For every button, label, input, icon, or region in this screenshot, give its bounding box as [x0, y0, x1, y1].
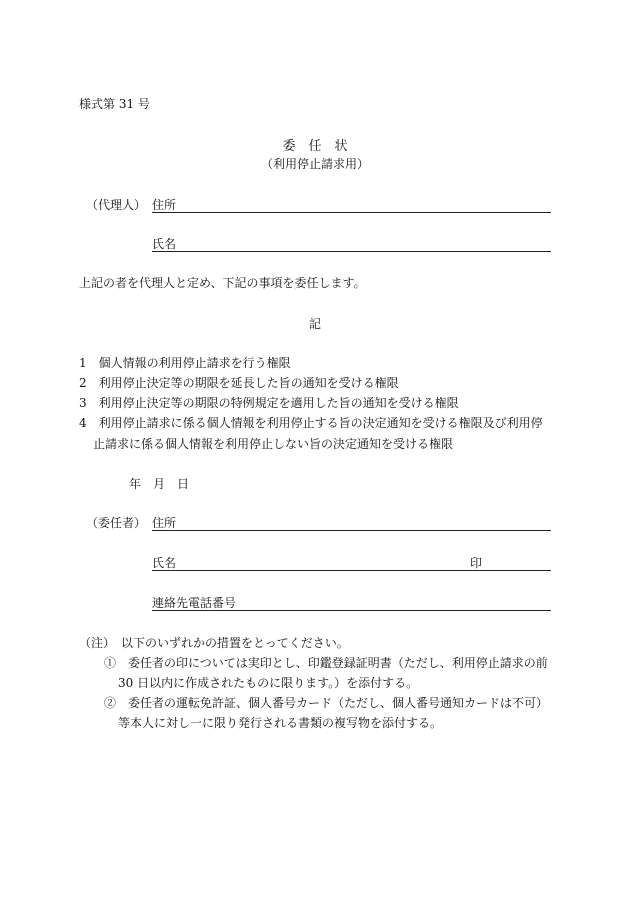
- agent-name-label: 氏名: [152, 237, 177, 251]
- list-item: 3 利用停止決定等の期限の特例規定を適用した旨の通知を受ける権限: [79, 396, 459, 410]
- form-number: 様式第 31 号: [79, 97, 150, 111]
- principal-address-field[interactable]: [152, 530, 551, 531]
- principal-role-label: （委任者）: [86, 516, 147, 530]
- list-item-continuation: 止請求に係る個人情報を利用停止しない旨の決定通知を受ける権限: [93, 437, 454, 451]
- seal-label: 印: [470, 556, 483, 570]
- phone-label: 連絡先電話番号: [152, 596, 237, 610]
- note-item: ② 委任者の運転免許証、個人番号カード（ただし、個人番号通知カードは不可）: [104, 696, 549, 710]
- date-line: 年 月 日: [129, 477, 190, 491]
- ki-heading: 記: [308, 317, 321, 331]
- notes-heading: （注） 以下のいずれかの措置をとってください。: [79, 636, 349, 650]
- delegation-statement: 上記の者を代理人と定め、下記の事項を委任します。: [79, 276, 366, 290]
- agent-address-field[interactable]: [152, 212, 551, 213]
- document-title: 委 任 状: [282, 139, 348, 154]
- principal-name-label: 氏名: [152, 556, 177, 570]
- note-item-continuation: 30 日以内に作成されたものに限ります。）を添付する。: [118, 676, 419, 690]
- principal-name-field[interactable]: [152, 570, 551, 571]
- document-subtitle: （利用停止請求用）: [260, 157, 369, 171]
- phone-field[interactable]: [152, 610, 551, 611]
- agent-role-label: （代理人）: [86, 198, 147, 212]
- agent-name-field[interactable]: [152, 251, 551, 252]
- note-item: ① 委任者の印については実印とし、印鑑登録証明書（ただし、利用停止請求の前: [104, 656, 548, 670]
- list-item: 4 利用停止請求に係る個人情報を利用停止する旨の決定通知を受ける権限及び利用停: [79, 416, 543, 430]
- note-item-continuation: 等本人に対し一に限り発行される書類の複写物を添付する。: [118, 716, 443, 730]
- list-item: 1 個人情報の利用停止請求を行う権限: [79, 356, 291, 370]
- agent-address-label: 住所: [152, 198, 177, 212]
- principal-address-label: 住所: [152, 516, 177, 530]
- list-item: 2 利用停止決定等の期限を延長した旨の通知を受ける権限: [79, 376, 399, 390]
